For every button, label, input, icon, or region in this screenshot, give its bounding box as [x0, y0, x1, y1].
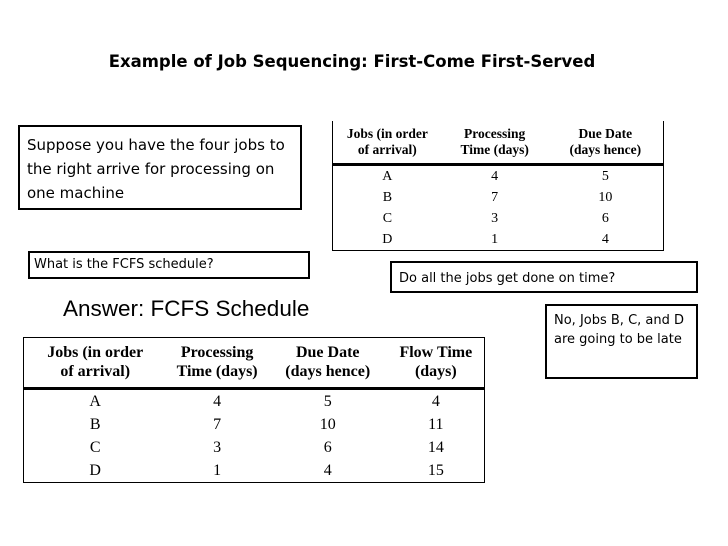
table-row: B 7 10 11 — [89, 416, 444, 433]
schedule-header-job: Jobs (in order of arrival) — [24, 338, 167, 389]
schedule-header-flow-time: Flow Time (days) — [388, 338, 485, 389]
answer-heading: Answer: FCFS Schedule — [63, 296, 310, 321]
jobs-header-processing: Processing Time (days) — [442, 121, 548, 165]
table-row: C 3 6 — [382, 211, 609, 226]
slide-title: Example of Job Sequencing: First-Come First-Served — [108, 52, 596, 71]
jobs-header-due-date: Due Date (days hence) — [548, 121, 664, 165]
schedule-header-due-date: Due Date (days hence) — [268, 338, 388, 389]
schedule-table — [23, 337, 485, 483]
schedule-header-processing: Processing Time (days) — [166, 338, 267, 389]
table-row: D 1 4 15 — [89, 462, 444, 479]
answer-note-box: No, Jobs B, C, and D are going to be late — [545, 304, 698, 379]
jobs-table — [332, 121, 664, 251]
question-on-time: Do all the jobs get done on time? — [390, 261, 698, 293]
table-row: C 3 6 14 — [89, 439, 444, 456]
intro-text-box: Suppose you have the four jobs to the right arrive for processing on one machine — [18, 125, 302, 210]
jobs-header-job: Jobs (in order of arrival) — [333, 121, 442, 165]
question-fcfs-schedule: What is the FCFS schedule? — [28, 251, 310, 279]
table-row: B 7 10 — [382, 190, 613, 205]
table-row: A 4 5 4 — [89, 393, 440, 410]
table-row: D 1 4 — [382, 232, 609, 247]
table-row: A 4 5 — [382, 169, 609, 184]
